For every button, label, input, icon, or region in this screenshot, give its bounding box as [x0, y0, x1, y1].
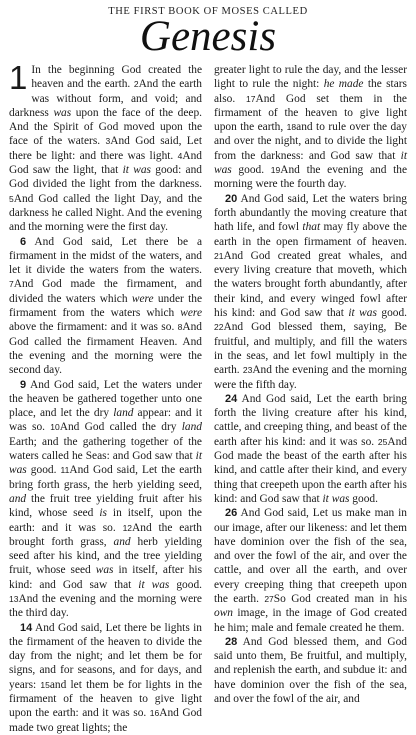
verse-text: And God said, Let there be lights in the firmament of the heaven to divide the day from the night; and let them be for signs, and for seasons, and for days, and years: — [9, 621, 202, 691]
italic-text: it was — [122, 164, 151, 177]
paragraph — [214, 635, 407, 706]
verse-number: 13 — [9, 593, 19, 604]
verse-number: 25 — [377, 436, 388, 447]
verse-text: upon the face of the deep. And the Spirit of God moved upon the face of the waters. — [9, 106, 202, 148]
verse-number: 5 — [9, 193, 14, 204]
chapter-number: 1 — [9, 59, 28, 96]
italic-text: and — [113, 535, 131, 548]
italic-text: was — [95, 564, 114, 577]
verse-text: and let them be for lights in the firmament of the heaven to give light upon the earth: and it was so. — [9, 678, 203, 720]
verse-text: And the earth brought forth grass, — [9, 521, 202, 548]
italic-text: it — [322, 492, 329, 505]
paragraph — [9, 235, 202, 378]
verse-number: 12 — [122, 522, 133, 533]
verse-text: And God said, Let us make man in our image, after our likeness: and let them have dominion over the fish of the sea, and over the fowl of the air, and over the cattle, and over all the earth, and over every creeping thing that creepeth upon the earth. — [214, 507, 407, 605]
verse-text: and to rule over the day and over the night, and to divide the light from the darkness: and God saw that — [214, 121, 408, 162]
paragraph — [9, 378, 202, 621]
verse-text: good. — [349, 492, 378, 505]
verse-number: 23 — [242, 365, 253, 376]
verse-number: 8 — [177, 322, 183, 333]
verse-number: 17 — [246, 93, 256, 104]
verse-number: 22 — [214, 322, 224, 333]
verse-text: above the firmament: and it was so. — [9, 321, 178, 334]
italic-text: land — [113, 407, 134, 420]
verse-number: 15 — [40, 679, 50, 690]
verse-text: And God said, Let the earth bring forth the living creature after his kind, cattle, and creeping thing, and beast of the earth after his kind: and it was so. — [214, 392, 407, 448]
verse-text: And God called the firmament Heaven. And the evening and the morning were the second day. — [9, 321, 202, 377]
verse-text: image, in the image of God created he him; male and female created he them. — [214, 607, 407, 634]
paragraph — [214, 506, 407, 635]
verse-text: And God made the beast of the earth after his kind, and cattle after their kind, and every thing that creepeth upon the earth after his kind: and God saw that — [214, 435, 407, 505]
verse-text: So God created man in his — [273, 592, 407, 605]
verse-text: the fruit tree yielding fruit after his kind, whose seed — [9, 492, 202, 520]
text-columns — [9, 59, 408, 735]
verse-number: 7 — [9, 279, 14, 290]
verse-text: good. — [231, 164, 271, 177]
book-subtitle: THE FIRST BOOK OF MOSES CALLED — [108, 6, 308, 17]
verse-number: 6 — [20, 235, 27, 248]
italic-text: were — [131, 292, 154, 305]
verse-number: 4 — [177, 150, 183, 161]
verse-text: may fly above the earth in the open firmament of heaven. — [214, 221, 407, 248]
verse-text: Earth; and the gathering together of the waters called he Seas: and God saw that — [9, 435, 202, 463]
verse-text: In the beginning God created the heaven and the earth. — [31, 64, 202, 91]
verse-text: the stars also. — [214, 78, 407, 105]
paragraph — [9, 621, 202, 735]
italic-text: and — [9, 492, 27, 505]
verse-text: greater light to rule the day, and the lesser light to rule the night: — [214, 64, 407, 91]
right-column — [214, 63, 407, 735]
verse-text: in itself, after his kind: and God saw that — [9, 564, 202, 591]
verse-text: And God saw the light, that — [9, 149, 202, 177]
verse-text: And God called the light Day, and the darkness he called Night. And the evening and the morning were the first day. — [9, 192, 202, 234]
verse-number: 20 — [225, 192, 238, 205]
verse-text: And God set them in the firmament of the heaven to give light upon the earth, — [214, 92, 407, 134]
italic-text: it was — [348, 307, 377, 320]
verse-text: herb yielding seed after his kind, and the tree yielding fruit, whose seed — [9, 535, 202, 577]
paragraph — [214, 63, 407, 192]
verse-text: And God blessed them, and God said unto them, Be fruitful, and multiply, and replenish the earth, and subdue it: and have dominion over the fish of the sea, and over the fowl of the air, and — [214, 635, 407, 706]
verse-text: And God blessed them, saying, Be fruitful, and multiply, and fill the waters in the seas, and let fowl multiply in the earth. — [214, 321, 407, 377]
verse-number: 16 — [149, 708, 160, 719]
paragraph — [214, 392, 407, 506]
verse-text: appear: and it was so. — [9, 407, 202, 434]
verse-number: 28 — [225, 635, 238, 648]
italic-text: land — [181, 421, 202, 434]
verse-text: good. — [26, 464, 61, 477]
verse-text: And God called the dry — [59, 421, 182, 434]
italic-text: it was — [138, 578, 170, 591]
verse-text: And God made the firmament, and divided the waters which — [9, 278, 202, 305]
verse-number: 3 — [105, 136, 111, 147]
italic-text: that — [302, 221, 321, 234]
left-column — [9, 59, 203, 735]
verse-text: And the evening and the morning were the fourth day. — [214, 164, 408, 191]
verse-text: in itself, upon the earth: and it was so. — [9, 507, 202, 534]
verse-number: 10 — [50, 422, 60, 433]
verse-text: And God said, Let there be a firmament in the midst of the waters, and let it divide the waters from the waters. — [9, 235, 202, 277]
verse-text: And God said, Let the waters under the heaven be gathered together unto one place, and let the dry — [9, 378, 202, 420]
verse-number: 18 — [286, 122, 297, 133]
italic-text: he made — [323, 78, 364, 91]
verse-number: 2 — [133, 79, 139, 90]
verse-number: 19 — [270, 165, 281, 176]
italic-text: was — [331, 492, 350, 505]
paragraph — [214, 192, 407, 392]
verse-number: 26 — [225, 507, 238, 520]
verse-text: And God said, Let there be light: and there was light. — [9, 135, 202, 162]
verse-text: good. — [376, 307, 408, 320]
verse-number: 24 — [225, 392, 238, 405]
verse-number: 14 — [20, 621, 33, 634]
italic-text: is — [99, 507, 107, 520]
verse-text: And God said, Let the earth bring forth grass, the herb yielding seed, — [9, 464, 202, 491]
verse-text: And God created great whales, and every living creature that moveth, which the waters brought forth abundantly, after their kind, and every winged fowl after his kind: and God saw that — [214, 249, 407, 320]
verse-text: under the firmament from the waters which — [9, 292, 203, 320]
book-title: Genesis — [139, 13, 277, 60]
verse-text: And the evening and the morning were the fifth day. — [214, 364, 407, 391]
verse-number: 11 — [60, 465, 70, 476]
verse-text: And God said, Let the waters bring forth abundantly the moving creature that hath life, and fowl — [214, 192, 407, 234]
paragraph — [9, 59, 202, 235]
verse-text: And the earth was without form, and void; and darkness — [9, 78, 202, 119]
verse-number: 27 — [264, 593, 274, 604]
verse-text: And the evening and the morning were the third day. — [9, 592, 202, 620]
italic-text: was — [53, 106, 72, 119]
italic-text: own — [214, 607, 233, 620]
verse-text: good: and God divided the light from the darkness. — [9, 164, 202, 191]
verse-text: good. — [169, 578, 202, 591]
verse-text: And God made two great lights; the — [9, 707, 202, 734]
italic-text: it was — [214, 149, 407, 177]
italic-text: were — [180, 307, 202, 320]
page-header — [9, 6, 407, 59]
italic-text: it was — [9, 450, 202, 477]
verse-number: 21 — [214, 250, 224, 261]
verse-number: 9 — [20, 378, 27, 391]
